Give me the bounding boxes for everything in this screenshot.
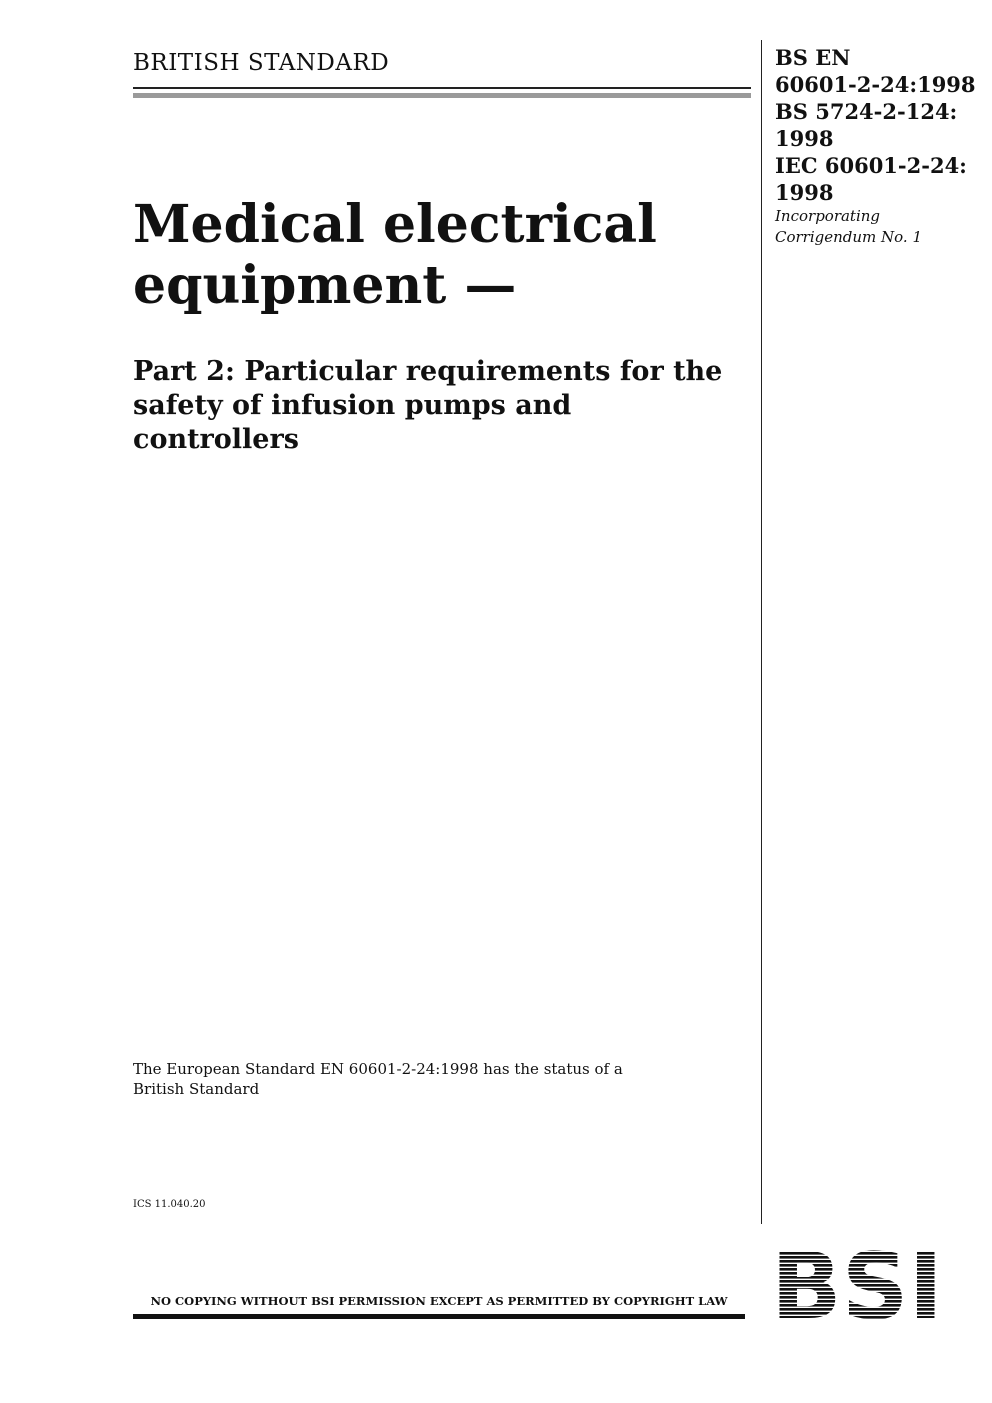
incorporating-note: Incorporating Corrigendum No. 1 [775,207,923,246]
standard-type-label: BRITISH STANDARD [133,50,390,76]
bsi-logo-icon [770,1244,945,1322]
document-title: Medical electrical equipment — [133,194,657,316]
reference-bs: BS 5724-2-124: 1998 [775,99,958,151]
standard-reference-list [775,44,987,248]
column-divider [761,40,762,1224]
copyright-notice: NO COPYING WITHOUT BSI PERMISSION EXCEPT AS PERMITTED BY COPYRIGHT LAW [150,1294,728,1308]
ics-code: ICS 11.040.20 [133,1199,206,1210]
reference-iec: IEC 60601-2-24: 1998 [775,153,967,205]
header-rule-thick [133,93,751,98]
header-rule-thin [133,87,751,89]
document-subtitle: Part 2: Particular requirements for the safety of infusion pumps and controllers [133,356,723,455]
footer-rule [133,1314,745,1319]
reference-bs-en: BS EN 60601-2-24:1998 [775,45,976,97]
status-note: The European Standard EN 60601-2-24:1998 has the status of a British Standard [133,1060,623,1098]
